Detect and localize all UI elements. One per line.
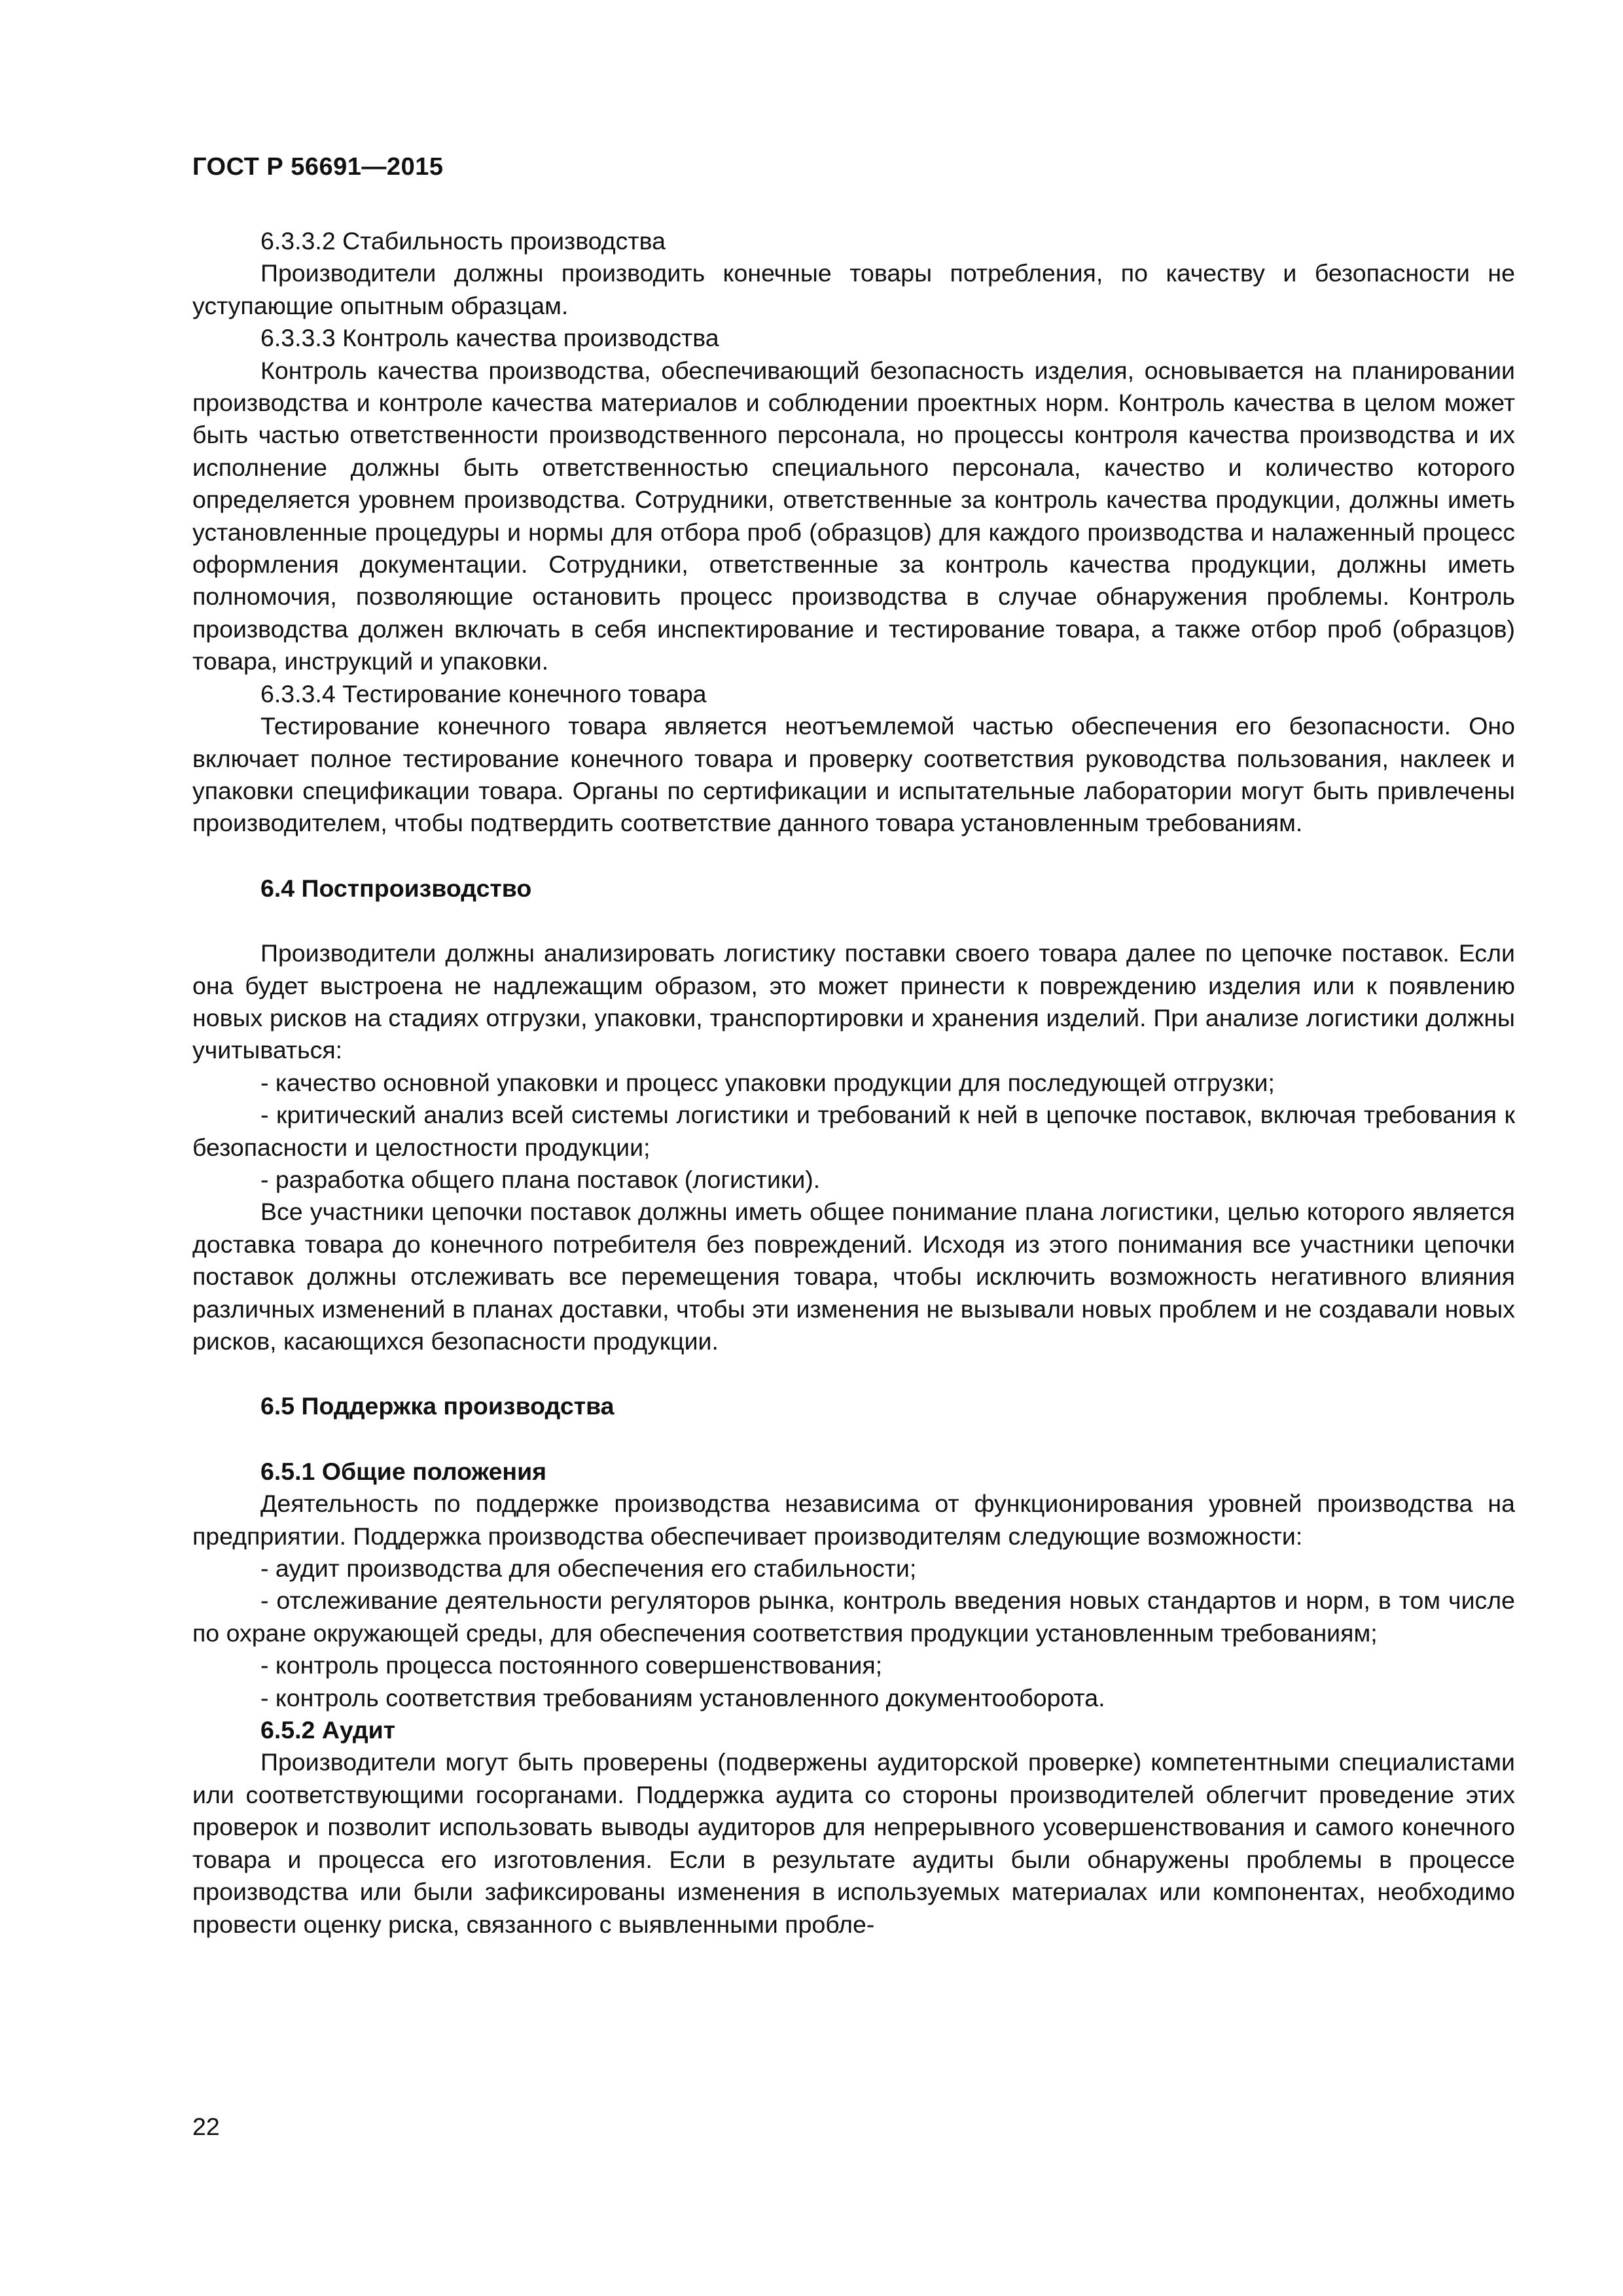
paragraph-audit: Производители могут быть проверены (подвержены аудиторской проверке) компетентными специалистами или соответствующими госорганами. Поддержка аудита со стороны производителей облегчит проведение этих проверок и позволит использовать выводы аудиторов для непрерывного усовершенствования и самого конечного товара и процесса его изготовления. Если в результате аудиты были обнаружены проблемы в процессе производства или были зафиксированы изменения в используемых материалах или компонентах, необходимо провести оценку риска, связанного с выявленными пробле- xyxy=(192,1748,1515,1938)
list-item: - критический анализ всей системы логистики и требований к ней в цепочке поставок, включая требования к безопасности и целостности продукции; xyxy=(192,1101,1515,1161)
list-item: - разработка общего плана поставок (логистики). xyxy=(260,1165,821,1193)
paragraph-production-stability: Производители должны производить конечные товары потребления, по качеству и безопасности не уступающие опытным образцам. xyxy=(192,259,1515,319)
subsection-title-6-3-3-3: 6.3.3.3 Контроль качества производства xyxy=(260,324,719,352)
paragraph-postproduction-intro: Производители должны анализировать логистику поставки своего товара далее по цепочке поставок. Если она будет выстроена не надлежащим образом, это может принести к повреждению изделия или к появлению новых рисков на стадиях отгрузки, упаковки, транспортировки и хранения изделий. При анализе логистики должны учитываться: xyxy=(192,939,1515,1064)
subsection-title-6-3-3-4: 6.3.3.4 Тестирование конечного товара xyxy=(260,679,707,708)
subsection-title-6-5-1: 6.5.1 Общие положения xyxy=(260,1457,547,1485)
document-code: ГОСТ Р 56691—2015 xyxy=(192,153,444,181)
subsection-title-6-3-3-2: 6.3.3.2 Стабильность производства xyxy=(260,227,666,255)
paragraph-postproduction-closing: Все участники цепочки поставок должны иметь общее понимание плана логистики, целью которого является доставка товара до конечного потребителя без повреждений. Исходя из этого понимания все участники цепочки поставок должны отслеживать все перемещения товара, чтобы исключить возможность негативного влияния различных изменений в планах доставки, чтобы эти изменения не вызывали новых проблем и не создавали новых рисков, касающихся безопасности продукции. xyxy=(192,1198,1515,1355)
paragraph-production-quality-control: Контроль качества производства, обеспечивающий безопасность изделия, основывается на планировании производства и контроле качества материалов и соблюдении проектных норм. Контроль качества в целом может быть частью ответственности производственного персонала, но процессы контроля качества производства и их исполнение должны быть ответственностью специального персонала, качество и количество которого определяется уровнем производства. Сотрудники, ответственные за контроль качества продукции, должны иметь установленные процедуры и нормы для отбора проб (образцов) для каждого производства и налаженный процесс оформления документации. Сотрудники, ответственные за контроль качества продукции, должны иметь полномочия, позволяющие остановить процесс производства в случае обнаружения проблемы. Контроль производства должен включать в себя инспектирование и тестирование товара, а также отбор проб (образцов) товара, инструкций и упаковки. xyxy=(192,356,1515,675)
list-item: - качество основной упаковки и процесс упаковки продукции для последующей отгрузки; xyxy=(260,1068,1275,1096)
list-item: - аудит производства для обеспечения его стабильности; xyxy=(260,1554,917,1583)
page-body xyxy=(192,225,1515,1941)
paragraph-final-product-testing: Тестирование конечного товара является неотъемлемой частью обеспечения его безопасности. Оно включает полное тестирование конечного товара и проверку соответствия руководства пользования, наклеек и упаковки спецификации товара. Органы по сертификации и испытательные лаборатории могут быть привлечены производителем, чтобы подтвердить соответствие данного товара установленным требованиям. xyxy=(192,712,1515,837)
page-number: 22 xyxy=(192,2113,220,2140)
subsection-title-6-5-2: 6.5.2 Аудит xyxy=(260,1716,396,1744)
list-item: - отслеживание деятельности регуляторов рынка, контроль введения новых стандартов и норм, в том числе по охране окружающей среды, для обеспечения соответствия продукции установленным требованиям; xyxy=(192,1587,1515,1647)
paragraph-production-support-intro: Деятельность по поддержке производства независима от функционирования уровней производства на предприятии. Поддержка производства обеспечивает производителям следующие возможности: xyxy=(192,1490,1515,1550)
section-title-6-4: 6.4 Постпроизводство xyxy=(260,874,532,902)
section-title-6-5: 6.5 Поддержка производства xyxy=(260,1392,615,1420)
list-item: - контроль процесса постоянного совершенствования; xyxy=(260,1651,883,1679)
list-item: - контроль соответствия требованиям установленного документооборота. xyxy=(260,1683,1105,1712)
